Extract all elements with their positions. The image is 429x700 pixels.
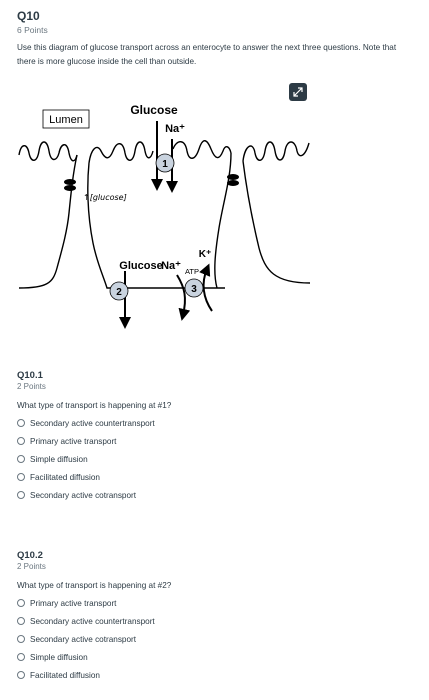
expand-image-button[interactable] [289,83,307,101]
radio-button[interactable] [17,635,25,643]
option-label: Secondary active cotransport [30,490,137,500]
question-points: 6 Points [17,25,48,35]
glucose-concentration-note: ↑[glucose] [83,193,127,202]
glucose-transport-diagram [17,83,310,340]
glucose-top-label: Glucose [130,103,178,117]
lumen-label: Lumen [49,114,83,126]
transporter-1-label: 1 [162,159,168,170]
na-top-label: Na⁺ [165,123,185,135]
radio-button[interactable] [17,473,25,481]
option-secondary-active-cotransport[interactable] [17,486,155,504]
tight-junction-left [64,179,76,191]
option-label: Primary active transport [30,598,117,608]
radio-button[interactable] [17,437,25,445]
radio-button[interactable] [17,491,25,499]
left-cell-wall [19,155,77,288]
atp-label: ATP [184,267,200,276]
radio-button[interactable] [17,419,25,427]
radio-button[interactable] [17,617,25,625]
right-cell-wall-inner [215,153,231,288]
transporter-2-label: 2 [116,287,122,298]
subquestion-2-title: Q10.2 [17,550,43,561]
subquestion-2-options [17,594,155,684]
option-label: Facilitated diffusion [30,472,100,482]
subquestion-1-points: 2 Points [17,382,46,391]
option-label: Primary active transport [30,436,117,446]
k-pump-arrow [204,269,212,311]
radio-button[interactable] [17,599,25,607]
option-label: Secondary active countertransport [30,418,155,428]
radio-button[interactable] [17,671,25,679]
question-text: Use this diagram of glucose transport across an enterocyte to answer the next three questions. Note that there is more glucose inside the cell than outside. [17,43,397,66]
question-title: Q10 [17,9,40,23]
option-label: Secondary active cotransport [30,634,137,644]
na-pump-arrow [177,275,185,315]
option-secondary-active-countertransport[interactable] [17,612,155,630]
subquestion-1-text: What type of transport is happening at #1? [17,401,172,410]
subquestion-1-title: Q10.1 [17,370,43,381]
right-cell-wall-outer [243,161,310,283]
k-label: K⁺ [198,249,212,260]
option-facilitated-diffusion[interactable] [17,666,155,684]
subquestion-1-options [17,414,155,504]
option-label: Simple diffusion [30,454,88,464]
glucose-bottom-label: Glucose [119,260,163,272]
na-bottom-label: Na⁺ [161,260,181,272]
option-label: Secondary active countertransport [30,616,155,626]
radio-button[interactable] [17,653,25,661]
subquestion-2-points: 2 Points [17,562,46,571]
option-label: Facilitated diffusion [30,670,100,680]
transporter-3-label: 3 [191,284,197,295]
option-facilitated-diffusion[interactable] [17,468,155,486]
option-label: Simple diffusion [30,652,88,662]
radio-button[interactable] [17,455,25,463]
option-primary-active-transport[interactable] [17,594,155,612]
option-simple-diffusion[interactable] [17,648,155,666]
subquestion-2-text: What type of transport is happening at #2? [17,581,172,590]
option-primary-active-transport[interactable] [17,432,155,450]
expand-icon [293,87,303,97]
option-secondary-active-countertransport[interactable] [17,414,155,432]
option-secondary-active-cotransport[interactable] [17,630,155,648]
option-simple-diffusion[interactable] [17,450,155,468]
